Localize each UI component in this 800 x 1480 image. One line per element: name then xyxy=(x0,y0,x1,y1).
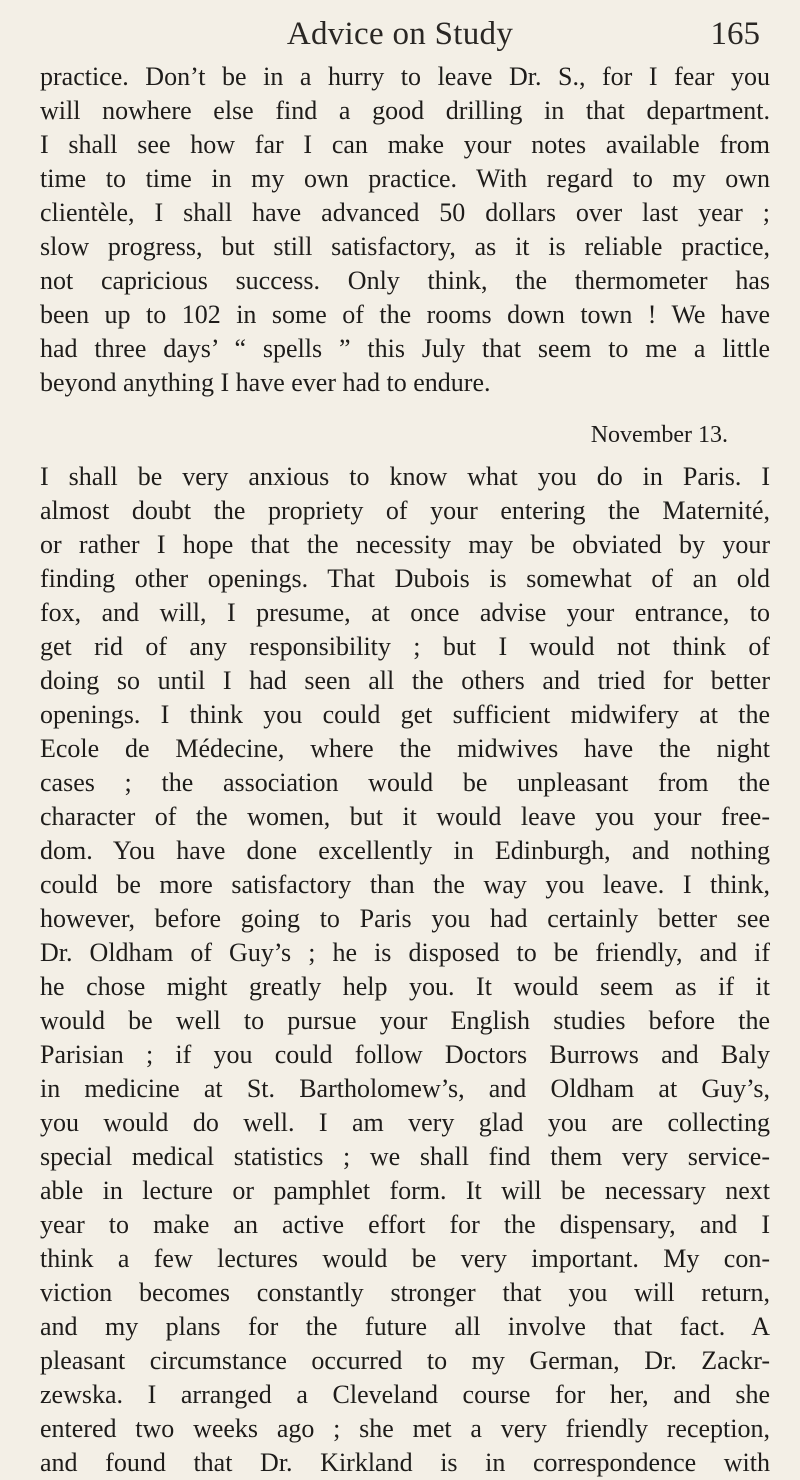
text-line: doing so until I had seen all the others and tried for better xyxy=(40,666,770,695)
text-line: practice. Don’t be in a hurry to leave Dr. S., for I fear you xyxy=(40,62,770,91)
text-line: he chose might greatly help you. It would seem as if it xyxy=(40,972,770,1001)
text-line: almost doubt the propriety of your entering the Maternité, xyxy=(40,496,770,525)
text-line: Parisian ; if you could follow Doctors Burrows and Baly xyxy=(40,1040,770,1069)
text-line: not capricious success. Only think, the thermometer has xyxy=(40,266,770,295)
text-line: entered two weeks ago ; she met a very friendly reception, xyxy=(40,1414,770,1443)
text-line: been up to 102 in some of the rooms down town ! We have xyxy=(40,300,770,329)
text-line: character of the women, but it would leave you your free- xyxy=(40,802,770,831)
text-line: fox, and will, I presume, at once advise your entrance, to xyxy=(40,598,770,627)
paragraph-2 xyxy=(40,460,770,1480)
paragraph-1 xyxy=(40,60,770,400)
text-line: and my plans for the future all involve that fact. A xyxy=(40,1312,770,1341)
text-line: however, before going to Paris you had certainly better see xyxy=(40,904,770,933)
text-line: beyond anything I have ever had to endure. xyxy=(40,368,491,397)
text-line: I shall see how far I can make your notes available from xyxy=(40,130,770,159)
text-line: or rather I hope that the necessity may be obviated by your xyxy=(40,530,770,559)
text-line: in medicine at St. Bartholomew’s, and Oldham at Guy’s, xyxy=(40,1074,770,1103)
text-line: you would do well. I am very glad you are collecting xyxy=(40,1108,770,1137)
letter-dateline: November 13. xyxy=(590,422,728,448)
text-line: would be well to pursue your English studies before the xyxy=(40,1006,770,1035)
text-line: dom. You have done excellently in Edinburgh, and nothing xyxy=(40,836,770,865)
text-line: slow progress, but still satisfactory, as it is reliable practice, xyxy=(40,232,770,261)
text-line: pleasant circumstance occurred to my German, Dr. Zackr- xyxy=(40,1346,770,1375)
text-line: clientèle, I shall have advanced 50 dollars over last year ; xyxy=(40,198,770,227)
running-title: Advice on Study xyxy=(286,16,514,52)
text-line: zewska. I arranged a Cleveland course for her, and she xyxy=(40,1380,770,1409)
text-line: finding other openings. That Dubois is somewhat of an old xyxy=(40,564,770,593)
text-line: will nowhere else find a good drilling in that department. xyxy=(40,96,770,125)
text-line: Dr. Oldham of Guy’s ; he is disposed to be friendly, and if xyxy=(40,938,770,967)
text-line: I shall be very anxious to know what you do in Paris. I xyxy=(40,462,770,491)
text-line: year to make an active effort for the dispensary, and I xyxy=(40,1210,770,1239)
text-line: and found that Dr. Kirkland is in correspondence with xyxy=(40,1448,770,1477)
text-line: think a few lectures would be very important. My con- xyxy=(40,1244,770,1273)
text-line: get rid of any responsibility ; but I would not think of xyxy=(40,632,770,661)
page-number: 165 xyxy=(710,16,760,52)
text-line: able in lecture or pamphlet form. It will be necessary next xyxy=(40,1176,770,1205)
running-head xyxy=(0,14,800,54)
text-line: time to time in my own practice. With regard to my own xyxy=(40,164,770,193)
body-text xyxy=(40,60,770,1480)
text-line: Ecole de Médecine, where the midwives have the night xyxy=(40,734,770,763)
text-line: could be more satisfactory than the way you leave. I think, xyxy=(40,870,770,899)
text-line: viction becomes constantly stronger that you will return, xyxy=(40,1278,770,1307)
text-line: had three days’ “ spells ” this July that seem to me a little xyxy=(40,334,770,363)
text-line: openings. I think you could get sufficient midwifery at the xyxy=(40,700,770,729)
text-line: special medical statistics ; we shall find them very service- xyxy=(40,1142,770,1171)
text-line: cases ; the association would be unpleasant from the xyxy=(40,768,770,797)
